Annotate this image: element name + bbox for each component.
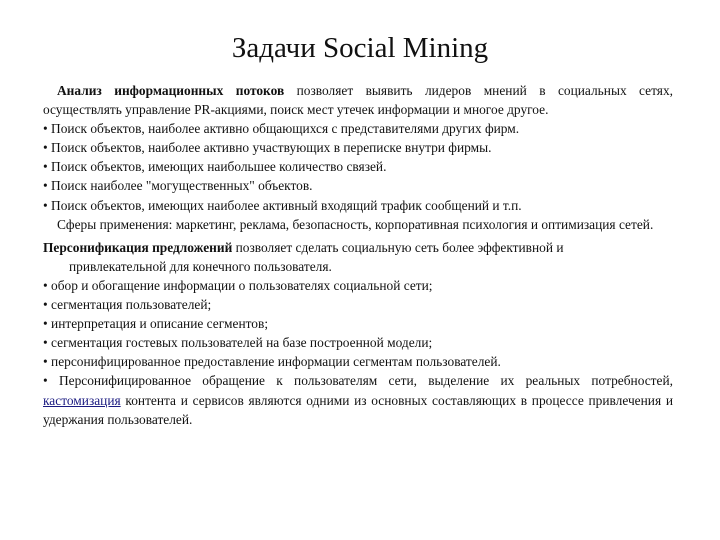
section2-lead-rest-1: позволяет сделать социальную сеть более эффективной и bbox=[232, 239, 564, 255]
section2-intro bbox=[43, 238, 673, 257]
section1-bullet: • Поиск наиболее "могущественных" объектов. bbox=[43, 178, 313, 194]
section2-last-after: контента и сервисов являются одними из основных составляющих в процессе привлечения и удержания пользователей. bbox=[43, 392, 673, 427]
section2-bullet: • персонифицированное предоставление информации сегментам пользователей. bbox=[43, 354, 501, 370]
section1-lead-rest: позволяет выявить лидеров мнений в социальных сетях, осуществлять управление PR-акциями, поиск мест утечек информации и многое другое. bbox=[43, 83, 673, 118]
section1-bullet: • Поиск объектов, наиболее активно общающихся с представителями других фирм. bbox=[43, 121, 520, 137]
section1-applications: Сферы применения: маркетинг, реклама, безопасность, корпоративная психология и оптимизация сетей. bbox=[57, 216, 654, 232]
section2-bullet: • сегментация пользователей; bbox=[43, 297, 212, 313]
section2-intro-continued: привлекательной для конечного пользователя. bbox=[69, 258, 332, 274]
section1-bullet: • Поиск объектов, имеющих наибольшее количество связей. bbox=[43, 159, 387, 175]
customization-link[interactable]: кастомизация bbox=[43, 392, 121, 408]
section2-last-bullet bbox=[43, 371, 673, 428]
section1-intro bbox=[43, 81, 673, 119]
section2-bullet: • интерпретация и описание сегментов; bbox=[43, 316, 269, 332]
section2-last-before: • Персонифицированное обращение к пользователям сети, выделение их реальных потребностей, bbox=[43, 373, 673, 389]
slide-body bbox=[43, 81, 673, 429]
section1-bullet: • Поиск объектов, имеющих наиболее активный входящий трафик сообщений и т.п. bbox=[43, 197, 522, 213]
slide-title: Задачи Social Mining bbox=[231, 32, 489, 64]
section1-lead-bold: Анализ информационных потоков bbox=[57, 83, 285, 98]
section2-bullet: • сегментация гостевых пользователей на базе построенной модели; bbox=[43, 335, 433, 351]
section2-bullet: • обор и обогащение информации о пользователях социальной сети; bbox=[43, 277, 433, 293]
section2-lead-bold: Персонификация предложений bbox=[43, 239, 233, 255]
section1-bullet: • Поиск объектов, наиболее активно участвующих в переписке внутри фирмы. bbox=[43, 140, 492, 156]
